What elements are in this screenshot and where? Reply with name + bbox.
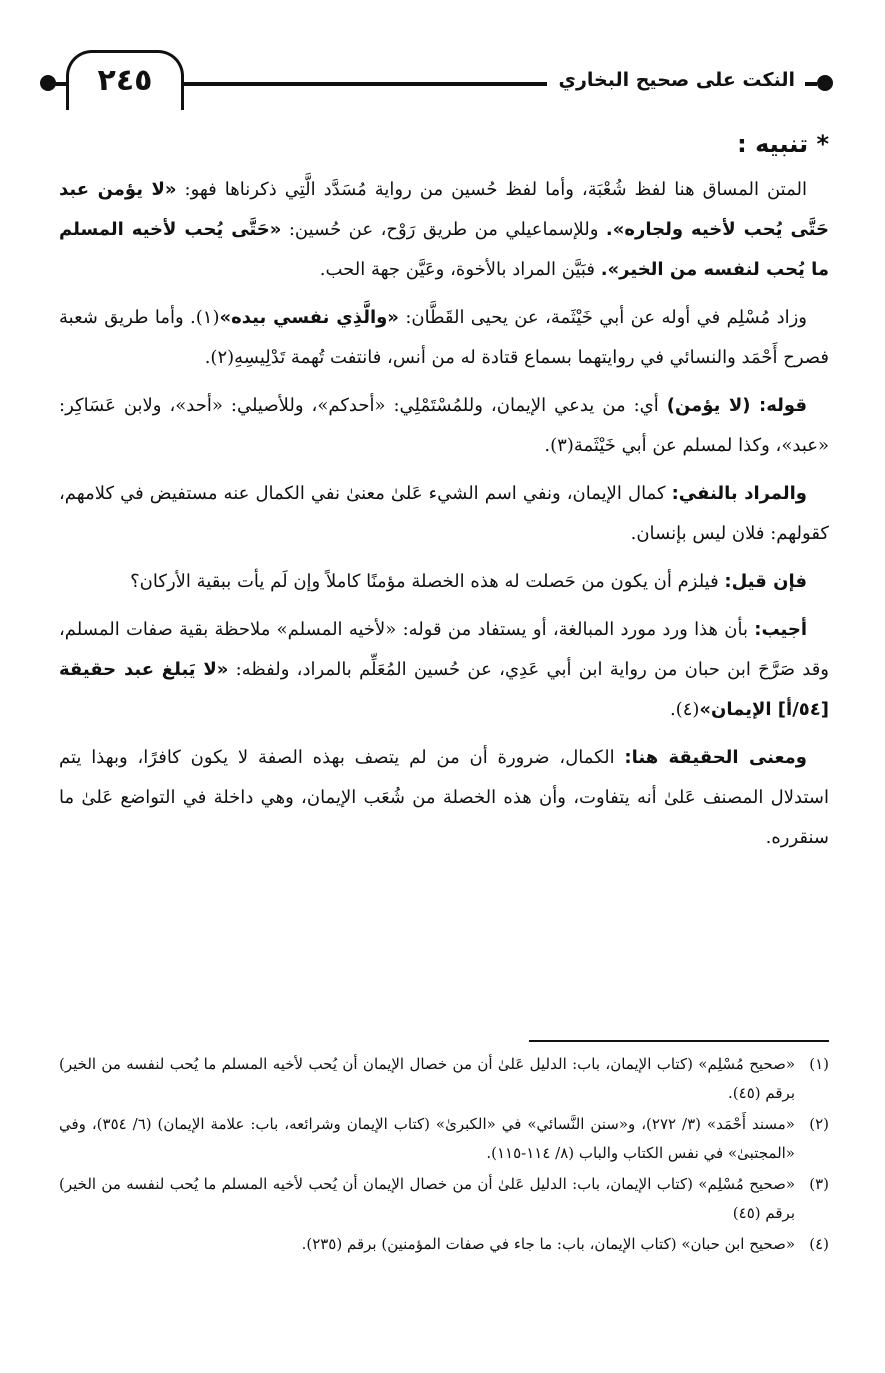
p1-quote: «لا يؤمن عبد حَتَّى يُحب لأخيه ولجاره». xyxy=(59,179,829,240)
paragraph-7 xyxy=(59,738,829,858)
p5-lead: فإن قيل: xyxy=(724,571,807,592)
p3-lead: قوله: (لا يؤمن) xyxy=(666,395,807,416)
footnote-divider xyxy=(529,1040,829,1042)
paragraph-1 xyxy=(59,170,829,290)
paragraph-5 xyxy=(59,562,829,602)
p4-lead: والمراد بالنفي: xyxy=(671,483,807,504)
p3-text: أي: من يدعي الإيمان، وللمُسْتَمْلِي: «أحدكم»، وللأصيلي: «أحد»، ولابن عَسَاكِر: «عبد»، وكذا لمسلم عن أبي خَيْثَمة(٣). xyxy=(59,395,829,456)
p4-text: كمال الإيمان، ونفي اسم الشيء عَلىٰ معنىٰ نفي الكمال عنه مستفيض في كلامهم، كقولهم: فلان ليس بإنسان. xyxy=(59,483,829,544)
p7-lead: ومعنى الحقيقة هنا: xyxy=(624,747,807,768)
footnote-text: «صحيح ابن حبان» (كتاب الإيمان، باب: ما جاء في صفات المؤمنين) برقم (٢٣٥). xyxy=(301,1235,795,1253)
p5-text: فيلزم أن يكون من حَصلت له هذه الخصلة مؤمنًا كاملاً وإن لَم يأت ببقية الأركان؟ xyxy=(130,571,725,592)
p6-text: بأن هذا ورد مورد المبالغة، أو يستفاد من قوله: «لأخيه المسلم» ملاحظة بقية صفات المسلم، وقد صَرَّحَ ابن حبان من رواية ابن أبي عَدِي، عن حُسين المُعَلِّم بالمراد، ولفظه: xyxy=(59,619,829,680)
footnote-number: (٣) xyxy=(809,1175,829,1193)
footnote-text: «مسند أَحْمَد» (٣/ ٢٧٢)، و«سنن النَّسائي» في «الكبرىٰ» (كتاب الإيمان وشرائعه، باب: علامة الإيمان) (٦/ ٣٥٤)، وفي «المجتبىٰ» في نفس الكتاب والباب (٨/ ١١٤-١١٥). xyxy=(59,1115,795,1162)
paragraph-3 xyxy=(59,386,829,466)
p1-text-2: وللإسماعيلي من طريق رَوْح، عن حُسين: xyxy=(281,219,606,240)
p6-quote: «لا يَبلغ عبد حقيقة [٥٤/أ] الإيمان» xyxy=(59,659,829,720)
footnote-3 xyxy=(59,1170,829,1228)
footnote-2 xyxy=(59,1110,829,1168)
p2-text-2: (١). وأما طريق شعبة فصرح أَحْمَد والنسائي في روايتهما بسماع قتادة له من أنس، فانتفت تُهمة تَدْلِيسِهِ(٢). xyxy=(59,307,829,368)
footnote-number: (٤) xyxy=(809,1235,829,1253)
footnote-number: (١) xyxy=(809,1055,829,1073)
footnote-text: «صحيح مُسْلِم» (كتاب الإيمان، باب: الدليل عَلىٰ أن من خصال الإيمان أن يُحب لأخيه المسلم ما يُحب لنفسه من الخير) برقم (٤٥). xyxy=(59,1055,795,1102)
p1-text-3: فبَيَّن المراد بالأخوة، وعَيَّن جهة الحب. xyxy=(319,259,601,280)
p2-text: وزاد مُسْلِم في أوله عن أبي خَيْثَمة، عن يحيى القَطَّان: xyxy=(398,307,808,328)
p6-text-2: (٤). xyxy=(669,699,700,720)
page-number: ٢٤٥ xyxy=(66,50,184,110)
page-header xyxy=(34,44,839,114)
p7-text: الكمال، ضرورة أن من لم يتصف بهذه الصفة لا يكون كافرًا، وبهذا يتم استدلال المصنف عَلىٰ أنه يتفاوت، وأن هذه الخصلة من شُعَب الإيمان، وهي داخلة في التواضع عَلىٰ ما سنقرره. xyxy=(59,747,829,848)
footnote-4 xyxy=(59,1230,829,1259)
header-dot-right xyxy=(817,75,833,91)
footnote-text: «صحيح مُسْلِم» (كتاب الإيمان، باب: الدليل عَلىٰ أن من خصال الإيمان أن يُحب لأخيه المسلم ما يُحب لنفسه من الخير) برقم (٤٥) xyxy=(59,1175,795,1222)
footnote-1 xyxy=(59,1050,829,1108)
paragraph-2 xyxy=(59,298,829,378)
p1-text: المتن المساق هنا لفظ شُعْبَة، وأما لفظ حُسين من رواية مُسَدَّد الَّتِي ذكرناها فهو: xyxy=(176,179,807,200)
p6-lead: أجيب: xyxy=(754,619,807,640)
section-heading: * تنبيه : xyxy=(737,130,829,158)
header-dot-left xyxy=(40,75,56,91)
running-title: النكت على صحيح البخاري xyxy=(547,62,805,98)
p2-quote: «والَّذِي نفسي بيده» xyxy=(219,307,399,328)
main-text xyxy=(59,122,829,866)
p1-quote-2: «حَتَّى يُحب لأخيه المسلم ما يُحب لنفسه من الخير». xyxy=(59,219,829,280)
paragraph-4 xyxy=(59,474,829,554)
footnotes xyxy=(59,1050,829,1261)
paragraph-6 xyxy=(59,610,829,730)
footnote-number: (٢) xyxy=(809,1115,829,1133)
